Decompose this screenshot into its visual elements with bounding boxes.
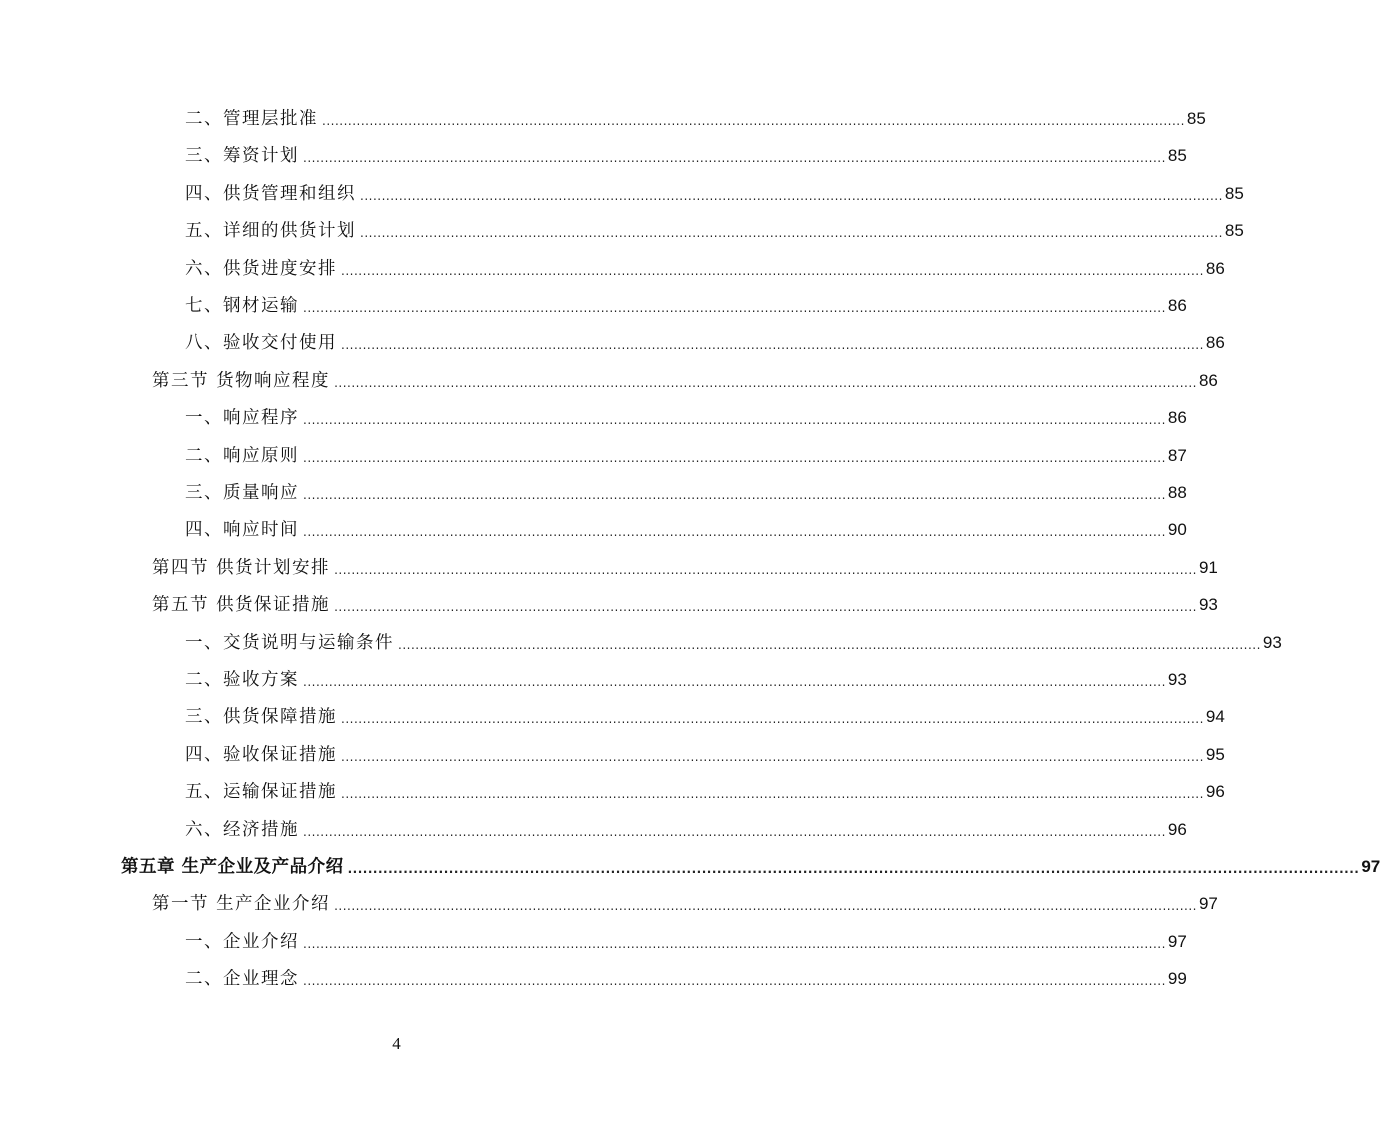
- toc-entry[interactable]: [185, 698, 1225, 728]
- toc-entry-page: 95: [1205, 744, 1225, 764]
- toc-entry-label: 第一节 生产企业介绍: [152, 894, 331, 915]
- toc-entry-label: 一、交货说明与运输条件: [185, 632, 394, 653]
- toc-entry[interactable]: [185, 661, 1187, 691]
- toc-entry-page: 85: [1224, 183, 1244, 203]
- toc-leader-dots: ........................................................................................................................................................................................................: [303, 450, 1166, 465]
- toc-entry[interactable]: [185, 960, 1187, 990]
- toc-entry-label: 三、筹资计划: [185, 146, 299, 167]
- toc-leader-dots: ........................................................................................................................................................................................................: [303, 413, 1166, 428]
- toc-entry-label: 四、响应时间: [185, 520, 299, 541]
- toc-entry-page: 86: [1205, 333, 1225, 353]
- toc-entry-page: 85: [1167, 146, 1187, 166]
- toc-entry-page: 93: [1198, 595, 1218, 615]
- toc-entry-label: 二、企业理念: [185, 969, 299, 990]
- toc-entry-label: 六、经济措施: [185, 819, 299, 840]
- toc-leader-dots: ........................................................................................................................................................................................................: [303, 301, 1166, 315]
- toc-entry[interactable]: [185, 287, 1187, 317]
- toc-entry-page: 87: [1167, 445, 1187, 465]
- toc-entry-label: 二、响应原则: [185, 445, 299, 466]
- page-number: 4: [392, 1034, 401, 1053]
- toc-entry[interactable]: [185, 137, 1187, 167]
- toc-leader-dots: ........................................................................................................................................................................................................: [341, 787, 1204, 802]
- toc-entry-label: 三、供货保障措施: [185, 707, 337, 728]
- toc-entry[interactable]: [185, 773, 1225, 803]
- toc-entry-page: 86: [1205, 258, 1225, 278]
- toc-leader-dots: ........................................................................................................................................................................................................: [303, 974, 1166, 989]
- toc-entry-page: 97: [1198, 894, 1218, 914]
- toc-entry-label: 二、管理层批准: [185, 109, 318, 129]
- toc-entry-page: 86: [1167, 296, 1187, 315]
- toc-leader-dots: ........................................................................................................................................................................................................: [303, 525, 1166, 540]
- toc-entry[interactable]: [185, 736, 1225, 766]
- toc-leader-dots: ........................................................................................................................................................................................................: [398, 637, 1261, 652]
- toc-entry-page: 85: [1224, 221, 1244, 241]
- toc-leader-dots: ........................................................................................................................................................................................................: [303, 936, 1166, 951]
- toc-entry-page: 96: [1167, 819, 1187, 839]
- toc-entry-label: 七、钢材运输: [185, 296, 299, 316]
- toc-entry-page: 93: [1167, 670, 1187, 689]
- toc-leader-dots: ........................................................................................................................................................................................................: [322, 114, 1185, 128]
- toc-entry-page: 96: [1205, 782, 1225, 802]
- toc-entry[interactable]: [185, 100, 1206, 130]
- toc-entry-label: 八、验收交付使用: [185, 333, 337, 354]
- toc-entry-page: 97: [1167, 931, 1187, 951]
- toc-entry[interactable]: [185, 324, 1225, 354]
- toc-entry-label: 第五章 生产企业及产品介绍: [121, 857, 344, 877]
- toc-entry[interactable]: [185, 250, 1225, 280]
- toc-entry[interactable]: [185, 811, 1187, 841]
- toc-entry[interactable]: [152, 362, 1218, 392]
- toc-entry-page: 90: [1167, 520, 1187, 540]
- toc-leader-dots: ........................................................................................................................................................................................................: [360, 226, 1223, 241]
- toc-entry-label: 四、验收保证措施: [185, 744, 337, 765]
- toc-entry[interactable]: [185, 212, 1244, 242]
- toc-entry[interactable]: [185, 923, 1187, 953]
- toc-entry-page: 86: [1198, 370, 1218, 390]
- toc-leader-dots: ........................................................................................................................................................................................................: [341, 263, 1204, 278]
- toc-leader-dots: ........................................................................................................................................................................................................: [334, 562, 1197, 577]
- toc-entry-page: 91: [1198, 557, 1218, 577]
- toc-leader-dots: ........................................................................................................................................................................................................: [334, 899, 1197, 914]
- toc-leader-dots: ........................................................................................................................................................................................................: [341, 338, 1204, 353]
- toc-entry-label: 五、详细的供货计划: [185, 221, 356, 242]
- toc-entry[interactable]: [152, 885, 1218, 915]
- toc-entry[interactable]: [185, 474, 1187, 504]
- toc-leader-dots: ........................................................................................................................................................................................................: [334, 600, 1197, 615]
- toc-entry-page: 93: [1262, 632, 1282, 652]
- toc-entry-label: 第四节 供货计划安排: [152, 557, 331, 578]
- toc-leader-dots: ........................................................................................................................................................................................................: [347, 862, 1360, 876]
- toc-entry-page: 94: [1205, 707, 1225, 727]
- toc-entry[interactable]: [185, 624, 1282, 654]
- toc-entry-label: 二、验收方案: [185, 670, 299, 690]
- toc-entry[interactable]: [152, 549, 1218, 579]
- toc-leader-dots: ........................................................................................................................................................................................................: [341, 749, 1204, 764]
- toc-entry[interactable]: [185, 399, 1187, 429]
- toc-entry-label: 三、质量响应: [185, 483, 299, 503]
- toc-entry[interactable]: [185, 437, 1187, 467]
- toc-leader-dots: ........................................................................................................................................................................................................: [303, 824, 1166, 839]
- toc-entry-page: 97: [1361, 857, 1380, 876]
- toc-entry-label: 一、企业介绍: [185, 931, 299, 952]
- toc-entry-page: 88: [1167, 483, 1187, 502]
- toc-entry[interactable]: [185, 175, 1244, 205]
- toc-entry-label: 六、供货进度安排: [185, 258, 337, 279]
- toc-entry-page: 85: [1186, 109, 1206, 128]
- toc-entry-label: 第五节 供货保证措施: [152, 595, 331, 616]
- toc-entry[interactable]: [121, 848, 1380, 878]
- toc-entry-label: 一、响应程序: [185, 408, 299, 429]
- toc-entry-label: 四、供货管理和组织: [185, 183, 356, 204]
- toc-entry-label: 五、运输保证措施: [185, 782, 337, 803]
- toc-entry-label: 第三节 货物响应程度: [152, 370, 331, 391]
- toc-entry[interactable]: [185, 511, 1187, 541]
- toc-leader-dots: ........................................................................................................................................................................................................: [334, 375, 1197, 390]
- toc-entry-page: 86: [1167, 408, 1187, 428]
- toc-entry-page: 99: [1167, 969, 1187, 989]
- toc-leader-dots: ........................................................................................................................................................................................................: [303, 488, 1166, 502]
- toc-leader-dots: ........................................................................................................................................................................................................: [341, 712, 1204, 727]
- toc-leader-dots: ........................................................................................................................................................................................................: [303, 675, 1166, 689]
- toc-entry[interactable]: [152, 586, 1218, 616]
- toc-leader-dots: ........................................................................................................................................................................................................: [360, 188, 1223, 203]
- toc-leader-dots: ........................................................................................................................................................................................................: [303, 151, 1166, 166]
